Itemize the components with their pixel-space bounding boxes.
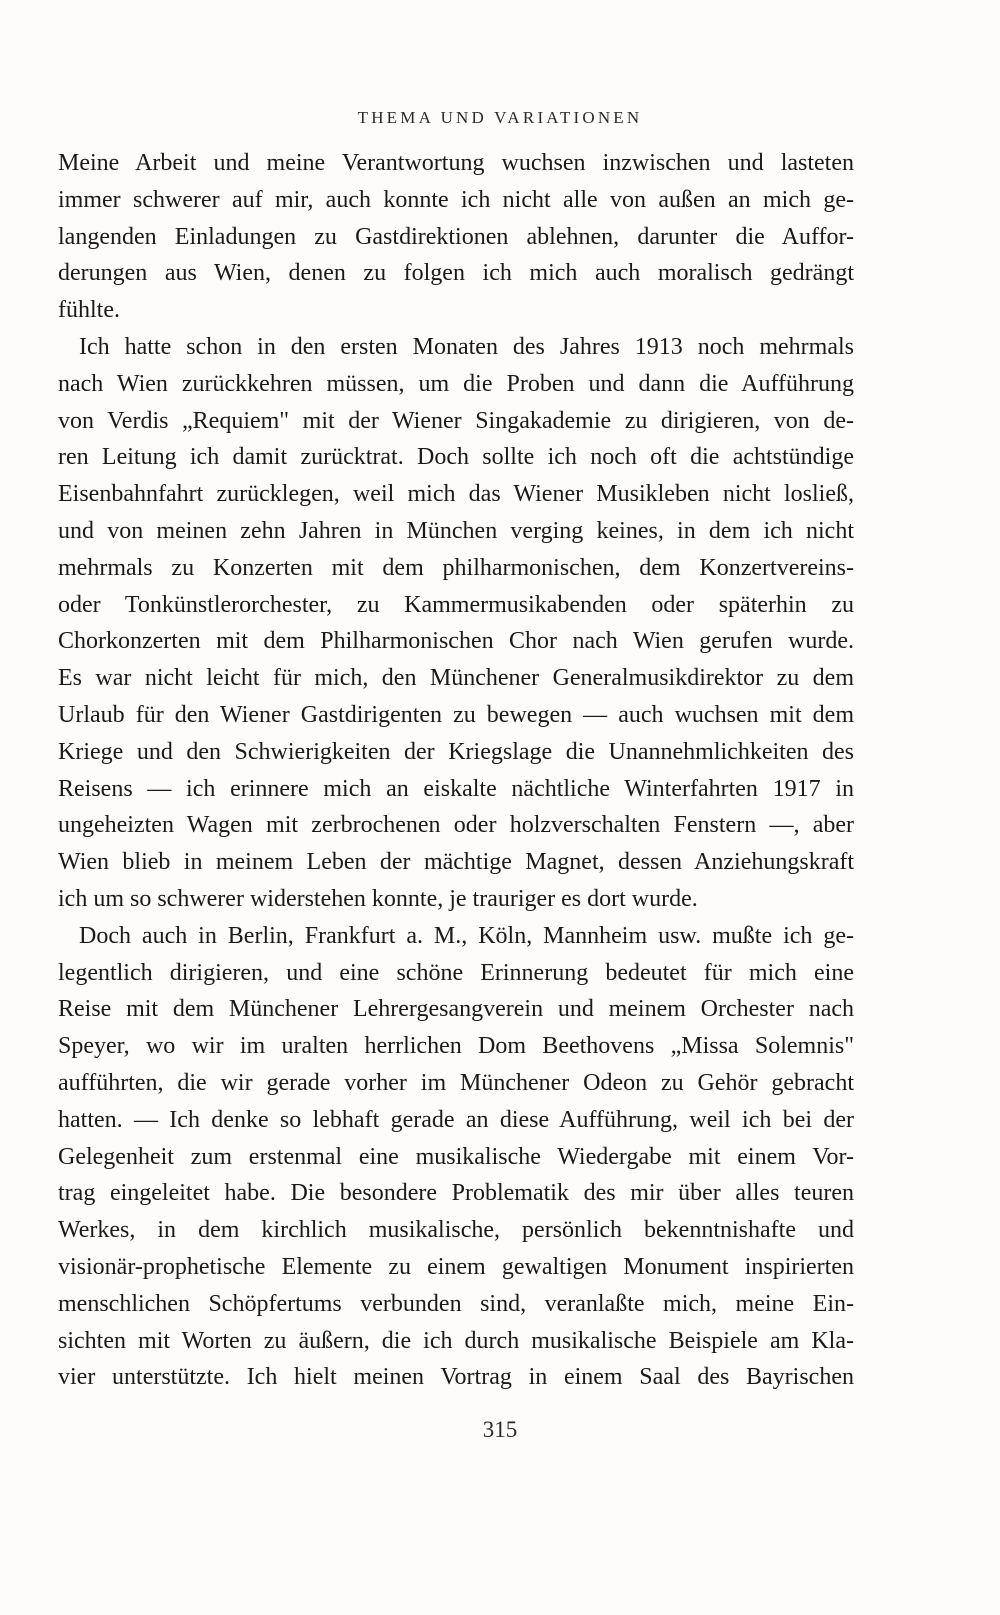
text-line: Chorkonzerten mit dem Philharmonischen Chor nach Wien gerufen wurde. bbox=[58, 628, 854, 655]
text-line: derungen aus Wien, denen zu folgen ich mich auch moralisch gedrängt bbox=[58, 260, 854, 287]
text-line: und von meinen zehn Jahren in München verging keines, in dem ich nicht bbox=[58, 517, 854, 544]
paragraph-3 bbox=[58, 918, 854, 1396]
text-line: immer schwerer auf mir, auch konnte ich nicht alle von außen an mich ge- bbox=[58, 186, 854, 213]
text-line: nach Wien zurückkehren müssen, um die Proben und dann die Aufführung bbox=[58, 370, 854, 397]
text-line: aufführten, die wir gerade vorher im Münchener Odeon zu Gehör gebracht bbox=[58, 1069, 854, 1096]
running-head: THEMA UND VARIATIONEN bbox=[357, 108, 643, 127]
text-line: ren Leitung ich damit zurücktrat. Doch sollte ich noch oft die achtstündige bbox=[58, 444, 854, 471]
text-line: ungeheizten Wagen mit zerbrochenen oder holzverschalten Fenstern —, aber bbox=[58, 812, 854, 839]
text-line: Reise mit dem Münchener Lehrergesangverein und meinem Orchester nach bbox=[58, 996, 854, 1023]
text-line: Wien blieb in meinem Leben der mächtige Magnet, dessen Anziehungskraft bbox=[58, 849, 854, 876]
text-line: trag eingeleitet habe. Die besondere Problematik des mir über alles teuren bbox=[58, 1180, 854, 1207]
text-line: Urlaub für den Wiener Gastdirigenten zu bewegen — auch wuchsen mit dem bbox=[58, 701, 854, 728]
paragraph-1 bbox=[58, 145, 854, 329]
text-line: legentlich dirigieren, und eine schöne Erinnerung bedeutet für mich eine bbox=[58, 959, 854, 986]
text-line: hatten. — Ich denke so lebhaft gerade an diese Aufführung, weil ich bei der bbox=[58, 1106, 854, 1133]
text-line: Speyer, wo wir im uralten herrlichen Dom Beethovens „Missa Solemnis" bbox=[58, 1033, 854, 1060]
paragraph-2 bbox=[58, 329, 854, 918]
text-line: Eisenbahnfahrt zurücklegen, weil mich das Wiener Musikleben nicht losließ, bbox=[58, 481, 854, 508]
text-line: Reisens — ich erinnere mich an eiskalte nächtliche Winterfahrten 1917 in bbox=[58, 775, 854, 802]
text-line: fühlte. bbox=[58, 297, 120, 324]
text-line: mehrmals zu Konzerten mit dem philharmonischen, dem Konzertvereins- bbox=[58, 554, 854, 581]
text-line: Ich hatte schon in den ersten Monaten des Jahres 1913 noch mehrmals bbox=[79, 333, 854, 360]
text-line: vier unterstützte. Ich hielt meinen Vortrag in einem Saal des Bayrischen bbox=[58, 1364, 854, 1391]
text-line: Werkes, in dem kirchlich musikalische, persönlich bekenntnishafte und bbox=[58, 1217, 854, 1244]
text-line: von Verdis „Requiem" mit der Wiener Singakademie zu dirigieren, von de- bbox=[58, 407, 854, 434]
text-line: Gelegenheit zum erstenmal eine musikalische Wiedergabe mit einem Vor- bbox=[58, 1143, 854, 1170]
text-line: Meine Arbeit und meine Verantwortung wuchsen inzwischen und lasteten bbox=[58, 150, 854, 176]
body-text bbox=[58, 145, 854, 1396]
text-line: ich um so schwerer widerstehen konnte, je trauriger es dort wurde. bbox=[58, 885, 698, 912]
text-line: Doch auch in Berlin, Frankfurt a. M., Köln, Mannheim usw. mußte ich ge- bbox=[79, 922, 854, 949]
page-number: 315 bbox=[482, 1417, 518, 1442]
text-line: visionär-prophetische Elemente zu einem gewaltigen Monument inspirierten bbox=[58, 1253, 854, 1280]
text-line: menschlichen Schöpfertums verbunden sind, veranlaßte mich, meine Ein- bbox=[58, 1290, 854, 1317]
text-line: langenden Einladungen zu Gastdirektionen ablehnen, darunter die Auffor- bbox=[58, 223, 854, 250]
text-line: oder Tonkünstlerorchester, zu Kammermusikabenden oder späterhin zu bbox=[58, 591, 854, 618]
text-line: Kriege und den Schwierigkeiten der Kriegslage die Unannehmlichkeiten des bbox=[58, 738, 854, 765]
text-line: sichten mit Worten zu äußern, die ich durch musikalische Beispiele am Kla- bbox=[58, 1327, 854, 1354]
text-line: Es war nicht leicht für mich, den Münchener Generalmusikdirektor zu dem bbox=[58, 665, 854, 692]
